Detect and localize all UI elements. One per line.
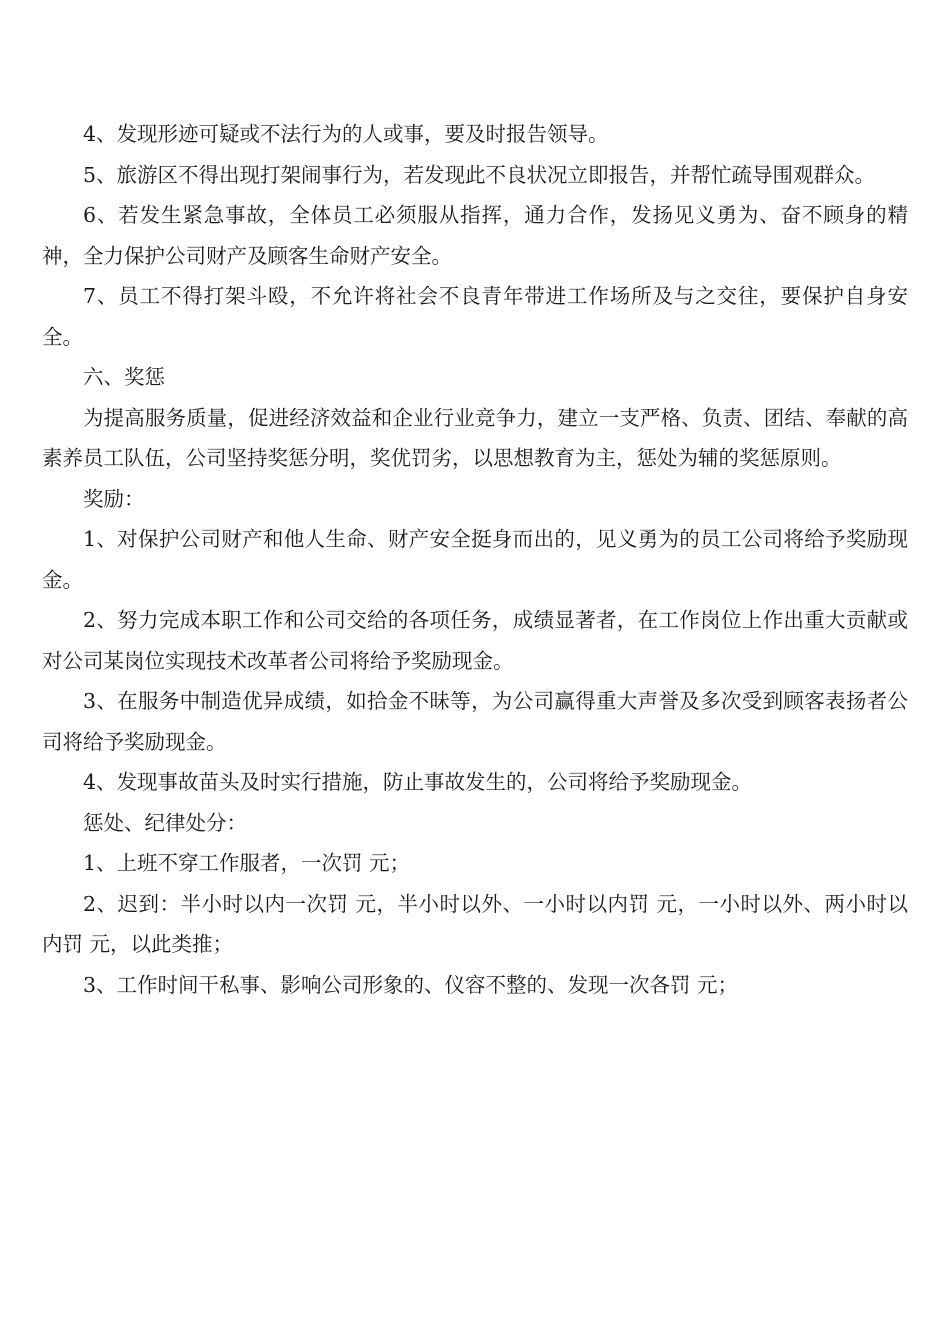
paragraph-reward-1: 1、对保护公司财产和他人生命、财产安全挺身而出的，见义勇为的员工公司将给予奖励现金。 xyxy=(42,527,908,592)
paragraph-rule-4: 4、发现形迹可疑或不法行为的人或事，要及时报告领导。 xyxy=(83,122,609,146)
section-heading-rewards-penalties: 六、奖惩 xyxy=(83,365,165,389)
paragraph-reward-4: 4、发现事故苗头及时实行措施，防止事故发生的，公司将给予奖励现金。 xyxy=(83,770,753,794)
paragraph-penalty-3: 3、工作时间干私事、影响公司形象的、仪容不整的、发现一次各罚 元； xyxy=(83,972,739,997)
paragraph-reward-2: 2、努力完成本职工作和公司交给的各项任务，成绩显著者，在工作岗位上作出重大贡献或对公司某岗位实现技术改革者公司将给予奖励现金。 xyxy=(42,608,908,673)
document-body xyxy=(42,114,908,1005)
subheading-penalties: 惩处、纪律处分： xyxy=(83,810,247,835)
paragraph-principle: 为提高服务质量，促进经济效益和企业行业竞争力，建立一支严格、负责、团结、奉献的高素养员工队伍，公司坚持奖惩分明，奖优罚劣，以思想教育为主，惩处为辅的奖惩原则。 xyxy=(42,405,908,470)
paragraph-reward-3: 3、在服务中制造优异成绩，如拾金不昧等，为公司赢得重大声誉及多次受到顾客表扬者公司将给予奖励现金。 xyxy=(42,689,908,754)
subheading-rewards: 奖励： xyxy=(83,486,145,511)
paragraph-rule-7: 7、员工不得打架斗殴，不允许将社会不良青年带进工作场所及与之交往，要保护自身安全。 xyxy=(42,284,908,349)
paragraph-penalty-2: 2、迟到：半小时以内一次罚 元，半小时以外、一小时以内罚 元，一小时以外、两小时以内罚 元，以此类推； xyxy=(42,891,908,956)
paragraph-rule-5: 5、旅游区不得出现打架闹事行为，若发现此不良状况立即报告，并帮忙疏导围观群众。 xyxy=(83,162,876,187)
paragraph-rule-6: 6、若发生紧急事故，全体员工必须服从指挥，通力合作，发扬见义勇为、奋不顾身的精神，全力保护公司财产及顾客生命财产安全。 xyxy=(42,203,908,268)
paragraph-penalty-1: 1、上班不穿工作服者，一次罚 元； xyxy=(83,851,411,875)
